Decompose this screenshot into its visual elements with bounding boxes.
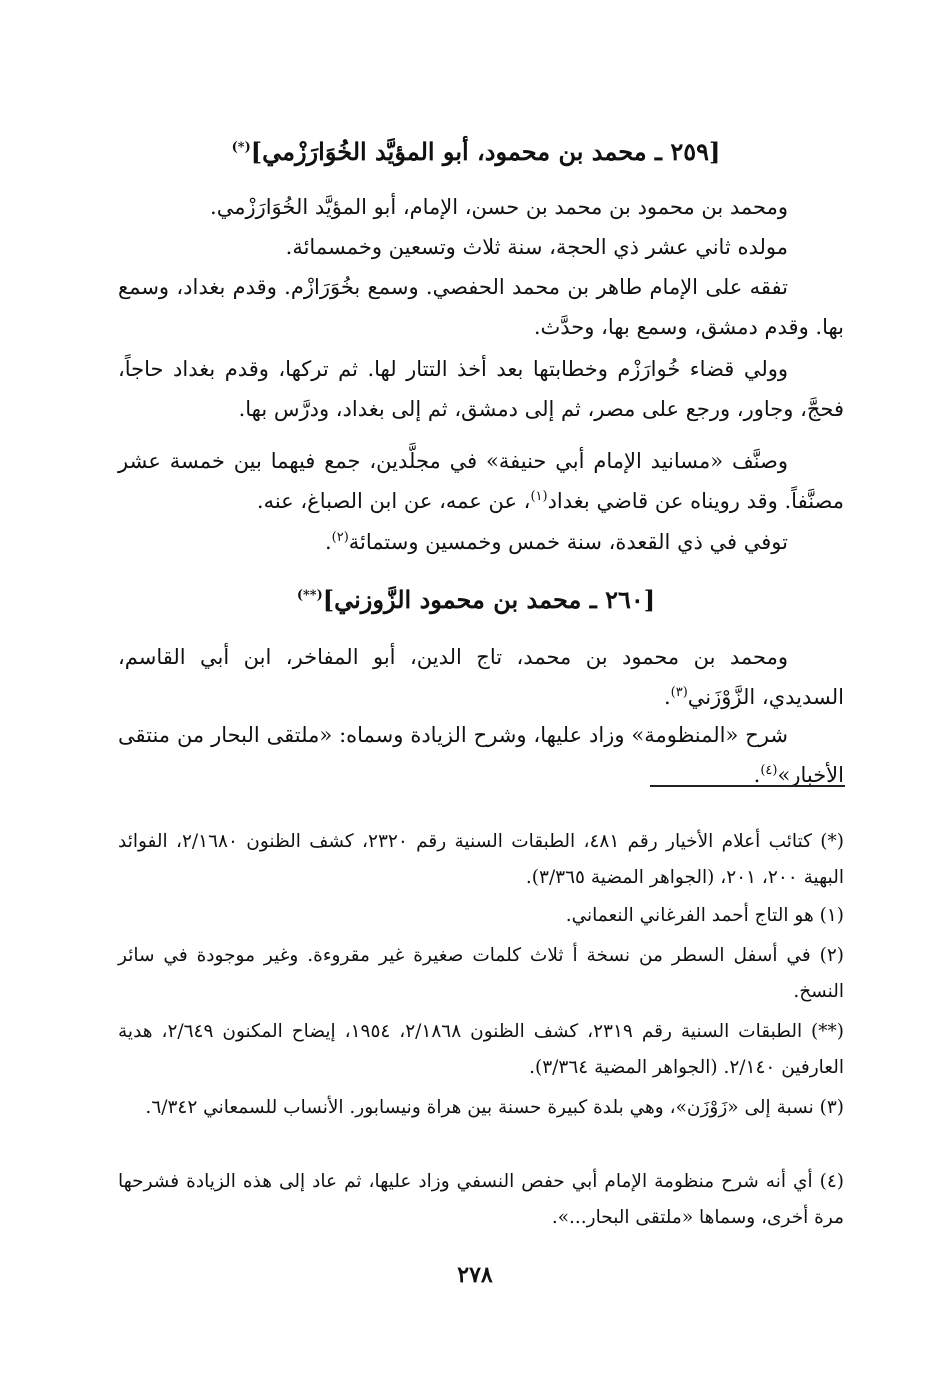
entry-259-paragraph-6 [118, 522, 844, 562]
footnote-2: (٢) في أسفل السطر من نسخة أ ثلاث كلمات صغيرة غير مقروءة. وغير موجودة في سائر النسخ. [118, 945, 844, 1002]
entry-259-title: [٢٥٩ ـ محمد بن محمود، أبو المؤيَّد الخُوَارَزْمي] [250, 137, 721, 166]
entry-260-heading [120, 584, 832, 615]
footnote-1: (١) هو التاج أحمد الفرغاني النعماني. [565, 905, 844, 926]
page-number: ٢٧٨ [457, 1262, 493, 1288]
entry-259-paragraph-4: وولي قضاء خُوارَزْم وخطابتها بعد أخذ التتار لها. ثم تركها، وقدم بغداد حاجاً، فحجَّ، وجاور، ورجع على مصر، ثم إلى دمشق، ثم إلى بغداد، ودرَّس بها. [118, 357, 844, 421]
entry-260-source-mark: (**) [296, 588, 323, 603]
entry-259-paragraph-5-text-a: وصنَّف «مسانيد الإمام أبي حنيفة» في مجلَّدين، جمع فيهما بين خمسة عشر مصنَّفاً. وقد رويناه عن قاضي بغداد [118, 449, 844, 513]
entry-259-paragraph-6-text-a: توفي في ذي القعدة، سنة خمس وخمسين وستمائة [348, 530, 788, 554]
entry-260-paragraph-1-text-b: . [663, 685, 671, 709]
footnote-ref-4: (٤) [760, 763, 778, 778]
entry-259-paragraph-3: تفقه على الإمام طاهر بن محمد الحفصي. وسمع بخُوَرَازْم. وقدم بغداد، وسمع بها. وقدم دمشق، وسمع بها، وحدَّث. [118, 275, 844, 339]
entry-259-paragraph-5-text-b: ، عن عمه، عن ابن الصباغ، عنه. [256, 489, 531, 513]
entry-260-paragraph-2-text-a: شرح «المنظومة» وزاد عليها، وشرح الزيادة وسماه: «ملتقى البحار من منتقى الأخبار» [118, 723, 844, 787]
footnote-source-259: (*) كتائب أعلام الأخيار رقم ٤٨١، الطبقات السنية رقم ٢٣٢٠، كشف الظنون ٢/١٦٨٠، الفوائد البهية ٢٠٠، ٢٠١، (الجواهر المضية ٣/٣٦٥). [118, 831, 844, 888]
footnote-ref-2: (٢) [331, 530, 349, 545]
footnote-4: (٤) أي أنه شرح منظومة الإمام أبي حفص النسفي وزاد عليها، ثم عاد إلى هذه الزيادة فشرحها مرة أخرى، وسماها «ملتقى البحار...». [118, 1171, 844, 1228]
footnote-ref-1: (١) [530, 489, 548, 504]
entry-260-title: [٢٦٠ ـ محمد بن محمود الزَّوزني] [322, 585, 656, 614]
entry-259-source-mark: (*) [231, 140, 251, 155]
entry-260-paragraph-1-text-a: ومحمد بن محمود بن محمد، تاج الدين، أبو المفاخر، ابن أبي القاسم، السديدي، الزَّوْزَني [118, 645, 844, 709]
entry-259-paragraph-1: ومحمد بن محمود بن محمد بن حسن، الإمام، أبو المؤيَّد الخُوَارَزْمي. [210, 195, 788, 219]
entry-260-paragraph-2-text-b: . [753, 763, 761, 787]
footnote-3: (٣) نسبة إلى «زَوْزَن»، وهي بلدة كبيرة حسنة بين هراة ونيسابور. الأنساب للسمعاني ٦/٣٤٢. [145, 1097, 844, 1118]
entry-259-heading [120, 136, 832, 167]
entry-260-paragraph-2 [118, 715, 844, 795]
entry-259-paragraph-6-text-b: . [324, 530, 332, 554]
entry-259-paragraph-2: مولده ثاني عشر ذي الحجة، سنة ثلاث وتسعين وخمسمائة. [285, 235, 788, 259]
entry-260-paragraph-1 [118, 637, 844, 717]
footnote-ref-3: (٣) [670, 685, 688, 700]
footnote-source-260: (**) الطبقات السنية رقم ٢٣١٩، كشف الظنون ٢/١٨٦٨، ١٩٥٤، إيضاح المكنون ٢/٦٤٩، هدية العارفين ٢/١٤٠. (الجواهر المضية ٣/٣٦٤). [118, 1021, 844, 1078]
entry-259-paragraph-5 [118, 441, 844, 521]
footnote-separator [650, 785, 845, 787]
